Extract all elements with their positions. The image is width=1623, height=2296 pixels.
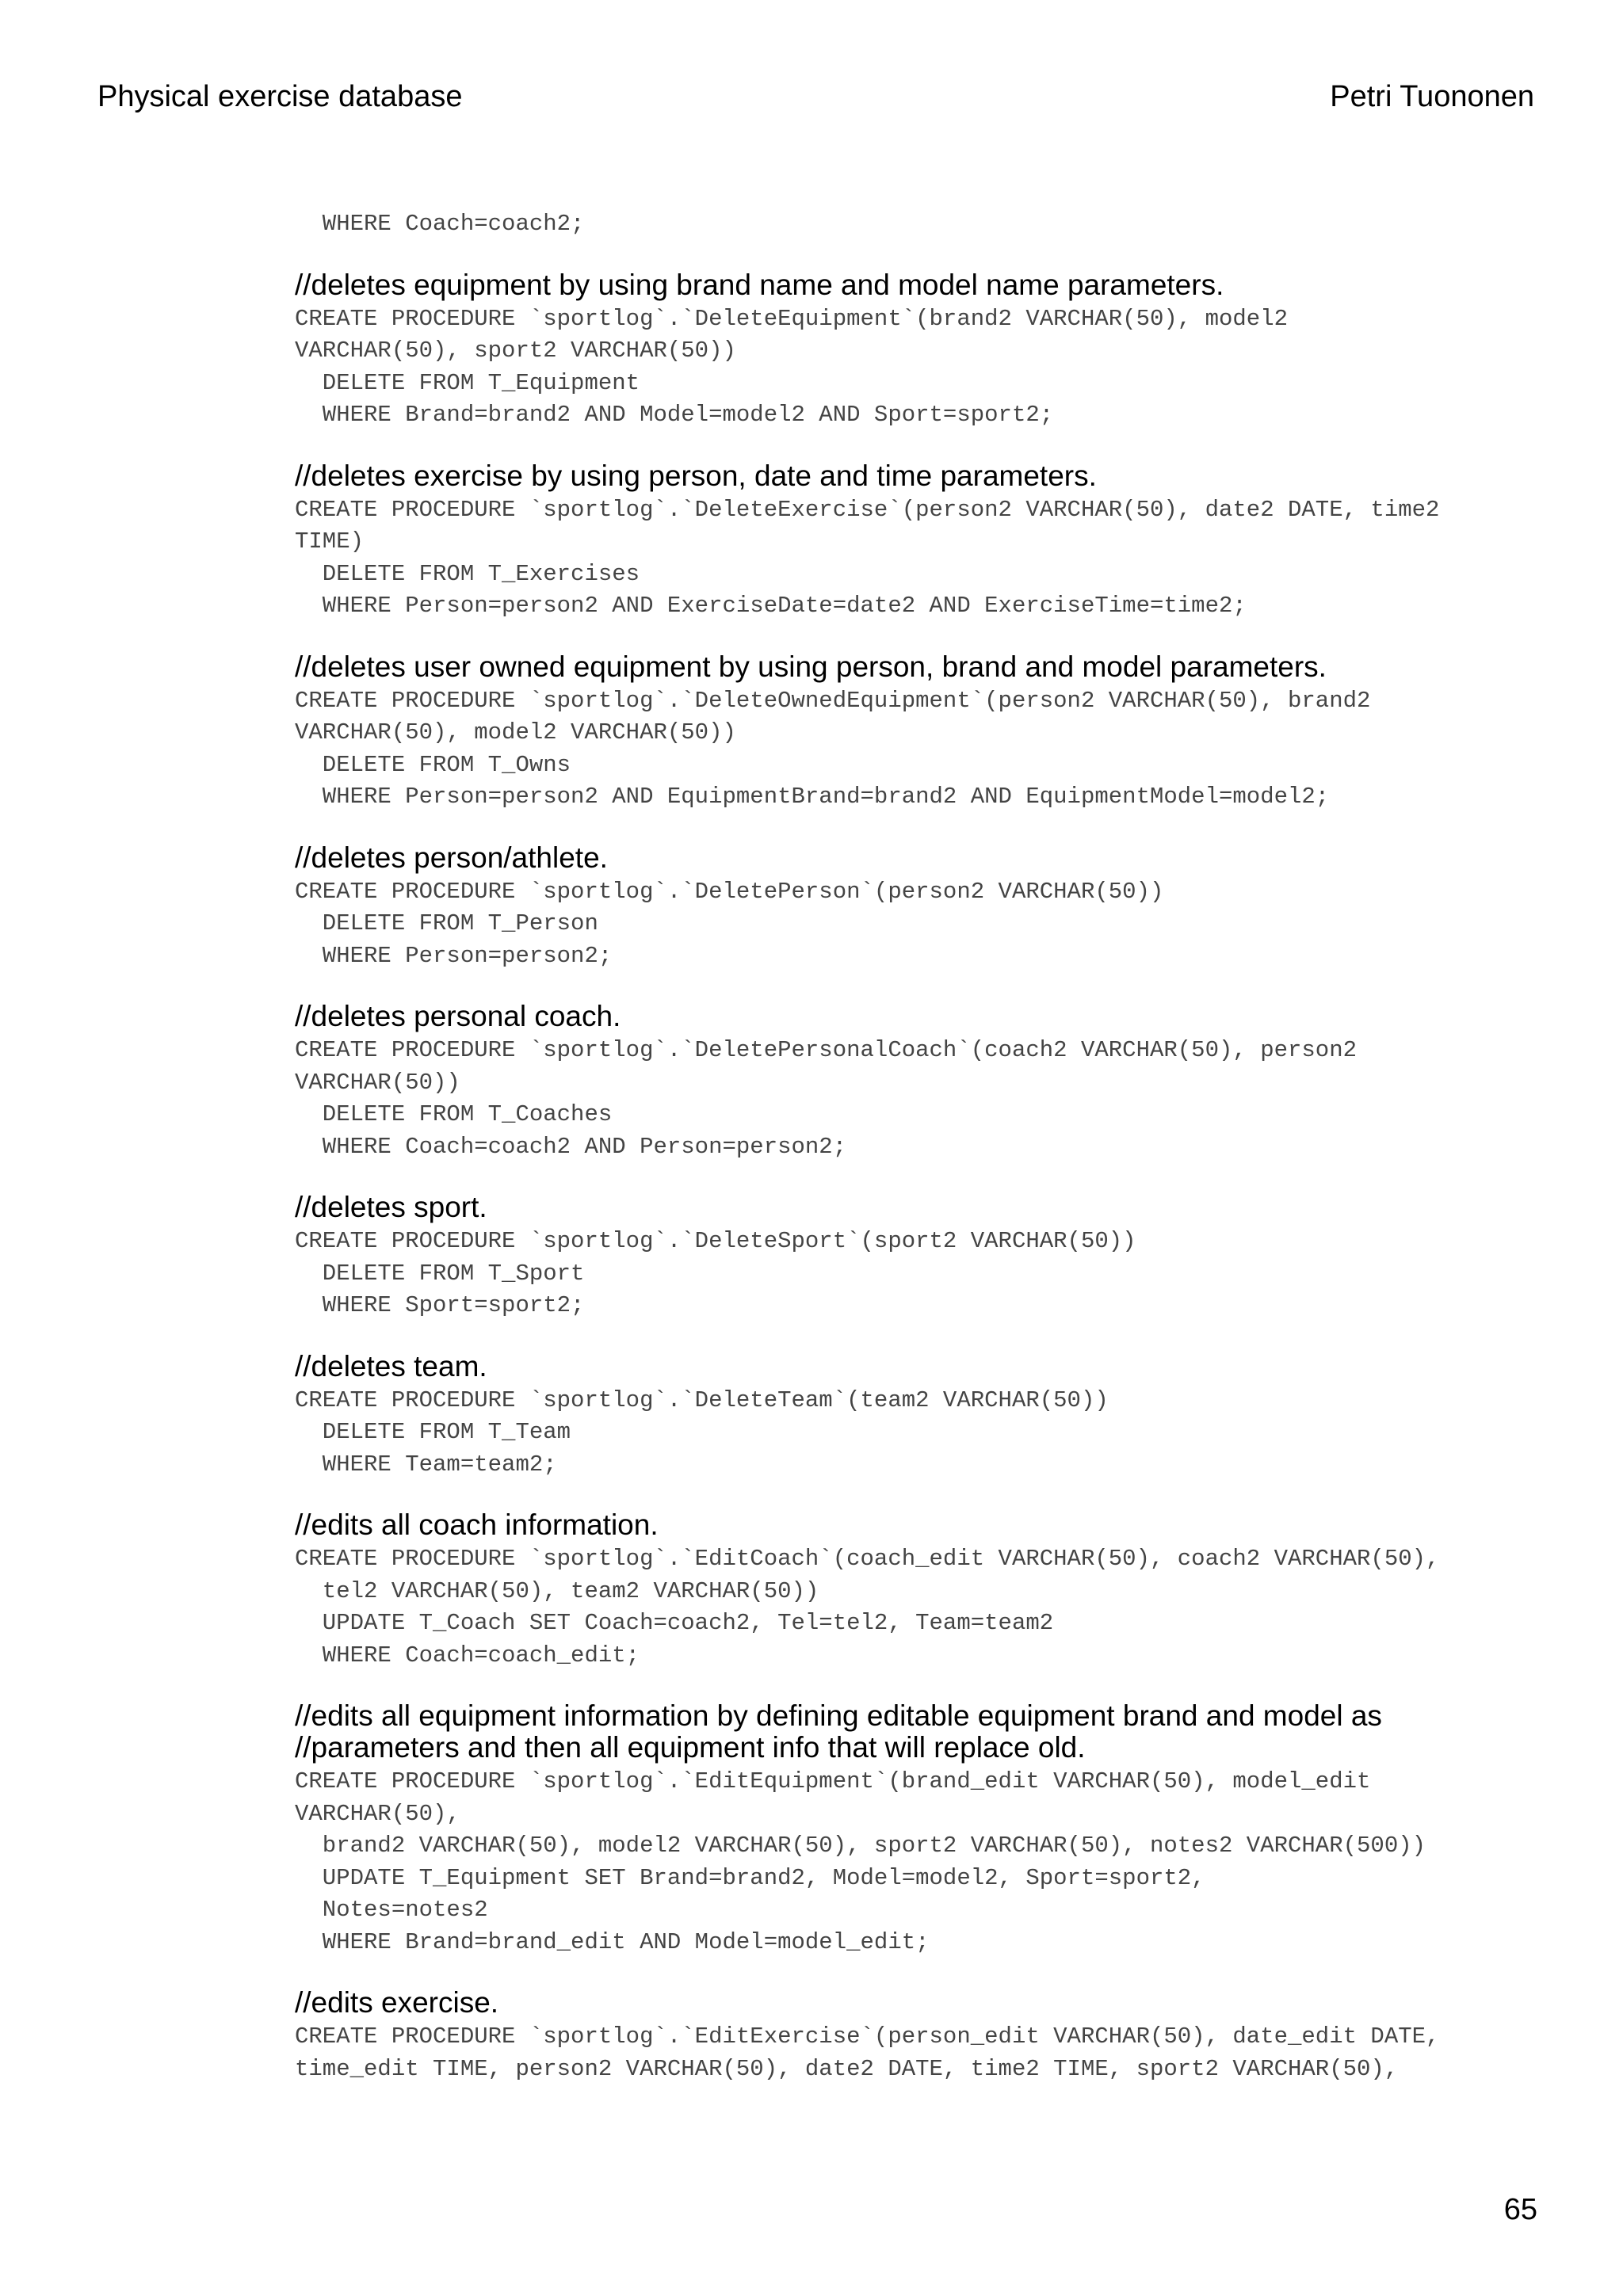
document-body [295, 208, 1579, 2085]
code-comment: //edits all coach information. [295, 1508, 659, 1541]
code-section [295, 208, 1579, 241]
code-comment: //deletes exercise by using person, date and time parameters. [295, 459, 1097, 492]
sql-code-block: CREATE PROCEDURE `sportlog`.`DeleteOwnedEquipment`(person2 VARCHAR(50), brand2 VARCHAR(50), model2 VARCHAR(50)) DELETE FROM T_Owns WHERE Person=person2 AND EquipmentBrand=brand2 AND EquipmentModel=model2; [295, 687, 1371, 810]
code-section [295, 842, 1579, 973]
code-section [295, 269, 1579, 432]
code-section [295, 1700, 1579, 1958]
code-section [295, 1351, 1579, 1482]
sql-code-block: CREATE PROCEDURE `sportlog`.`DeleteEquipment`(brand2 VARCHAR(50), model2 VARCHAR(50), sport2 VARCHAR(50)) DELETE FROM T_Equipment WHERE Brand=brand2 AND Model=model2 AND Sport=sport2; [295, 305, 1289, 428]
sql-code-block: CREATE PROCEDURE `sportlog`.`DeletePersonalCoach`(coach2 VARCHAR(50), person2 VARCHAR(50)) DELETE FROM T_Coaches WHERE Coach=coach2 AND Person=person2; [295, 1037, 1358, 1160]
sql-code-block: CREATE PROCEDURE `sportlog`.`EditCoach`(coach_edit VARCHAR(50), coach2 VARCHAR(50), tel2 VARCHAR(50), team2 VARCHAR(50)) UPDATE T_Coach SET Coach=coach2, Tel=tel2, Team=team2 WHERE Coach=coach_edit; [295, 1546, 1440, 1669]
code-section [295, 1192, 1579, 1322]
document-header-author: Petri Tuononen [1330, 80, 1534, 113]
code-comment: //deletes user owned equipment by using person, brand and model parameters. [295, 650, 1327, 683]
sql-code-block: CREATE PROCEDURE `sportlog`.`EditExercise`(person_edit VARCHAR(50), date_edit DATE, time_edit TIME, person2 VARCHAR(50), date2 DATE, time2 TIME, sport2 VARCHAR(50), [295, 2023, 1440, 2082]
sql-code-block: WHERE Coach=coach2; [295, 211, 585, 237]
code-section [295, 1001, 1579, 1163]
document-header-title: Physical exercise database [97, 80, 463, 113]
code-section [295, 1509, 1579, 1672]
code-comment: //deletes personal coach. [295, 1000, 621, 1032]
sql-code-block: CREATE PROCEDURE `sportlog`.`EditEquipment`(brand_edit VARCHAR(50), model_edit VARCHAR(50), brand2 VARCHAR(50), model2 VARCHAR(50), sport2 VARCHAR(50), notes2 VARCHAR(500)) UPDATE T_Equipment SET Brand=brand2, Model=model2, Sport=sport2, Notes=notes2 WHERE Brand=brand_edit AND Model=model_edit; [295, 1768, 1426, 1955]
sql-code-block: CREATE PROCEDURE `sportlog`.`DeleteExercise`(person2 VARCHAR(50), date2 DATE, time2 TIME) DELETE FROM T_Exercises WHERE Person=person2 AND ExerciseDate=date2 AND ExerciseTime=time2; [295, 496, 1440, 619]
sql-code-block: CREATE PROCEDURE `sportlog`.`DeleteTeam`(team2 VARCHAR(50)) DELETE FROM T_Team WHERE Team=team2; [295, 1386, 1109, 1478]
code-section [295, 651, 1579, 814]
code-section [295, 1987, 1579, 2085]
code-comment: //edits all equipment information by defining editable equipment brand and model as //parameters and then all equipment info that will replace old. [295, 1699, 1382, 1764]
code-comment: //deletes equipment by using brand name and model name parameters. [295, 268, 1224, 301]
page-number: 65 [1503, 2193, 1537, 2226]
sql-code-block: CREATE PROCEDURE `sportlog`.`DeletePerson`(person2 VARCHAR(50)) DELETE FROM T_Person WHERE Person=person2; [295, 878, 1164, 969]
code-comment: //deletes team. [295, 1349, 487, 1383]
code-comment: //deletes sport. [295, 1191, 487, 1223]
code-comment: //edits exercise. [295, 1986, 499, 2019]
sql-code-block: CREATE PROCEDURE `sportlog`.`DeleteSport`(sport2 VARCHAR(50)) DELETE FROM T_Sport WHERE Sport=sport2; [295, 1228, 1136, 1318]
code-comment: //deletes person/athlete. [295, 841, 608, 874]
code-section [295, 460, 1579, 623]
